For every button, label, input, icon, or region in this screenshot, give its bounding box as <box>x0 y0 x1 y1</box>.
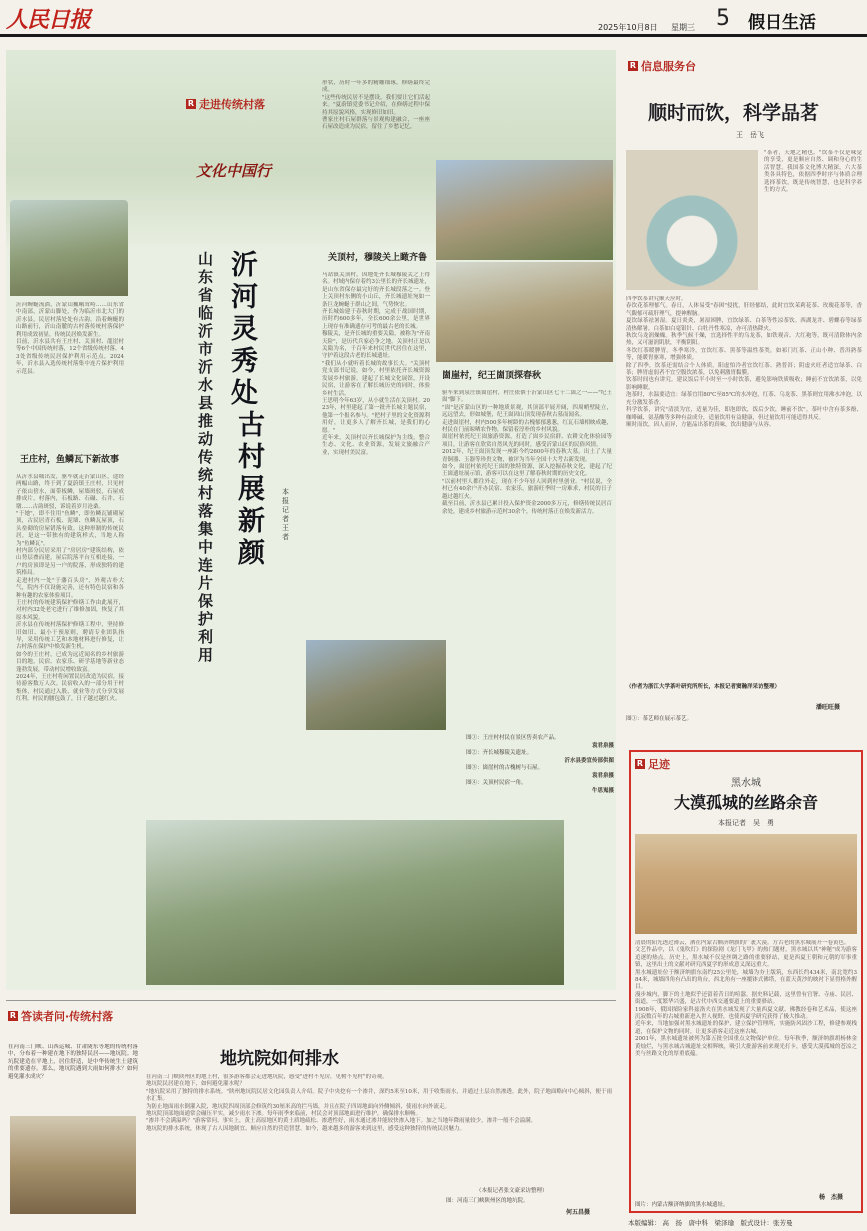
culture-logo: 文化中国行 <box>196 162 272 180</box>
qa-credit-2: 何五昌摄 <box>566 1209 591 1216</box>
village-photo-5 <box>146 820 564 985</box>
section-title: 假日生活 <box>748 13 816 33</box>
qa-caption: 图：河南三门峡陕州区的地坑院。 <box>446 1198 529 1204</box>
qa-photo <box>10 1116 136 1214</box>
village-intro: 沂河蜿蜒流淌，沂蒙山巍峨耸峙……山东省中南部，沂蒙山脚处，作为临沂市北大门的沂水县，民居村落处处有古韵。沿着蜿蜒的山路前行，沂山南麓的古村落传统村落保护利用成效初显，传统民居焕发新生。 目前，沂水县共有王庄村、关顶村、龍崖村等6个中国传统村落，12个省级传统村落。43处省级传统民居保护利用示范点，2024年，沂水县入选传统村落集中连片保护利用示范县。 <box>16 302 124 375</box>
section-tag-info-text: 信息服务台 <box>641 60 696 73</box>
village-feature <box>6 50 616 990</box>
s2-heading: 关顶村，穆陵关上瞰齐鲁 <box>328 253 428 263</box>
section-tag-villages <box>186 96 265 112</box>
village-photo-2 <box>436 160 613 260</box>
qa-rule <box>6 1000 616 1001</box>
credit-4: 牛思嵬摄 <box>591 787 614 794</box>
r-badge-icon: R <box>187 99 195 108</box>
caption-block <box>466 735 614 795</box>
issue-date: 2025年10月8日 <box>598 23 658 32</box>
section-tag-qa <box>8 1008 113 1024</box>
footer-label: 本版编辑： <box>628 1219 661 1227</box>
s3-heading: 崮崖村，纪王崮顶探春秋 <box>442 371 542 381</box>
s1-heading: 王庄村，鱼鳞瓦下新故事 <box>20 455 120 465</box>
heishui-body: 清晨的阳光透过薄云，洒在内蒙古额济纳旗的广袤大漠。方古老的黑水城展开一卷黄色。 文艺作品中，以《鬼吹灯》的探险剧《龙门飞甲》的热门题材，黑水城以其"神秘"成为游客追逐的热点。历史上，黑水城不仅是丝绸之路的重要驿站，更是西夏王朝和元朝的军事重镇，这里出土的文献对研究西夏学的形成意义深远重大。 黑水城遗址位于额济纳旗东南约25公里处，城墙为夯土版筑，东西长约434米，南北宽约384米，城墙四角有凸出的角台，西北角有一座覆钵式佛塔，在蓝天黄沙的映衬下显得格外醒目。 漫步城内，脚下的土地似乎还留着昔日的喧嚣。据史料记载，这里曾有官署、寺庙、民居、街道，一度繁华兴盛，是古代中西交通要道上的重要驿站。 1908年，俄国探险家科兹洛夫在黑水城发现了大量西夏文献、佛教经卷和艺术品，使这座沉寂数百年的古城重新进入世人视野，也使西夏学研究获得了极大推动。 近年来，当地加强对黑水城遗址的保护，建立保护管理所，实施防风固沙工程，修建参观栈道，在保护文物的同时，让更多游客走近这座古城。 2001年，黑水城遗址被列为第五批全国重点文物保护单位。每年秋季，额济纳旗胡杨林金黄灿烂，与黑水城古城遗址交相辉映，吸引大批游客前来观光打卡，感受大漠孤城的苍凉之美与丝路文化的厚重底蕴。 <box>635 940 857 1058</box>
caption-2: 图②：齐长城穆陵关遗址。 <box>466 750 533 756</box>
heishui-title: 大漠孤城的丝路余音 <box>673 793 818 812</box>
footer <box>628 1218 864 1230</box>
tea-byline: 王 岳飞 <box>736 131 764 139</box>
masthead-rule <box>0 34 867 37</box>
qa-credit-1: （本报记者张文豪采访整理） <box>476 1188 548 1194</box>
s2-body: 马站镇关顶村，因地处齐长城穆陵关之上得名。村域内保存着约3公里长的齐长城遗址，是山东省保存最完好的齐长城段落之一。登上关顶村东侧的小山丘，齐长城遗址宛如一条巨龙蜿蜒于群山之间，气势恢宏。 齐长城始建于春秋时期，完成于战国时期，历时约600多年，全长600余公里，是世界上现存有准确遗存可考的最古老的长城。 穆陵关，是齐长城的重要关隘，被称为"齐南天险"，是历代兵家必争之地。关顶村正是以关隘为名，千百年来村民世代居住在这里，守护着这段古老的长城遗址。 "我们从小就听着长城的故事长大。"关顶村党支部书记说，如今，村里依托齐长城资源发展乡村旅游，建起了长城文化展馆，开设民宿，让游客在了解长城历史的同时，体验乡村生活。 王思明今年63岁，从小就生活在关顶村。2023年，村里建起了第一批齐长城主题民宿，他第一个报名参与。"把村子里的文化资源利用好，让更多人了解齐长城，是我们的心愿。" 近年来，关顶村以齐长城保护为主线，整合生态、文化、农业资源，发展文旅融合产业，实现村美民富。 <box>322 272 430 456</box>
village-subtitle: 山东省临沂市沂水县推动传统村落集中连片保护利用 <box>198 250 214 664</box>
main-title-2: 古村展新颜 <box>238 410 265 569</box>
caption-3: 图③：崮崖村的古槐树与石屋。 <box>466 765 544 771</box>
tea-column <box>626 50 862 740</box>
r-badge-icon: R <box>629 61 637 70</box>
tea-caption: 图①：茶艺师在展示茶艺。 <box>626 716 693 722</box>
heishui-byline: 本报记者 吴 勇 <box>718 819 774 827</box>
tea-intro: "茶者，天地之精也。"饮茶不仅是味觉的享受，更是顺应自然、调和身心的生活智慧。我国茶文化博大精深，六大茶类各具特色，依据四季时序与体质合理选择茶饮，既是传统智慧，也是科学养生的方式。 <box>764 150 862 194</box>
s1-body: 从沂水县城出发，驱车就走沂蒙山区，途经两幅山路，终于到了夏蔚镇王庄村，只见村子依山傍水，面带板鳞，屋墙斑驳，石屋成排成片。村落内，石板路、石碾、石井、石墩……古韵斑驳，诉说着岁月沧桑。 "于她"，即不住用"鱼鳞"，即鱼鳞瓦铺砌屋顶，古民居青石板、泥墙、鱼鳞瓦屋顶，石头垒砌的房屋错落有致。这种形制的传统民居，是这一带独有的建筑样式，当地人称为"鱼鳞瓦"。 村内部分民居采用了"房居房"建筑结构，依山势层叠而建，屋后院落平台互相连接，一户的房顶即是另一户的院落，形成独特的建筑格局。 走进村内一处"于藩百头房"，外观古朴大气，院内不仅设施完善，还有特色民宿和各种有趣的农家体验项目。 王庄村的传统建筑保护修缮工作由此展开，对村内32处老宅进行了维修加固，恢复了其原本风貌。 沂水县在传统村落保护修缮工程中，坚持修旧如旧、最小干预原则，聘请专业团队指导，采用传统工艺和本地材料进行修复，让古村落在保护中焕发新生机。 如今的王庄村，已成为远近闻名的乡村旅游目的地，民宿、农家乐、研学基地等新业态蓬勃发展，带动村民增收致富。 2024年，王庄村将闲置民居改造为民宿，接待游客数万人次。民宿收入的一部分用于村集体，村民通过入股、就业等方式分享发展红利。村民的腰包鼓了，日子越过越红火。 <box>16 474 124 703</box>
credit-3: 袁君泉摄 <box>591 772 614 779</box>
r-badge-icon: R <box>9 1011 17 1020</box>
footer-editors: 高 扬 唐中科 梁泽瑜 版式设计：张芳曼 <box>662 1219 793 1227</box>
credit-2: 沂水县委宣传部供图 <box>564 757 614 764</box>
section-tag-info <box>628 58 696 74</box>
heishui-photo <box>635 834 857 934</box>
village-photo-4 <box>306 640 446 730</box>
qa-lead: 在河南三门峡、山西运城、甘肃陇东等地的传统村落中，分布着一种建在地下的独特民居——地坑院。地坑院建造在平地上，居住舒适，是中华传统生土建筑的重要遗存。那么，地坑院遇到大雨如何排水？如何避免灌水成灾？ <box>8 1044 138 1080</box>
heishui-kicker: 黑水城 <box>731 778 761 789</box>
tea-photo <box>626 150 758 290</box>
s3-body: 驱车来到泉庄镇崮崖村，村庄依偎于沂蒙山区七十二崮之一——"纪王崮"脚下。 "崮"是沂蒙山区的一种地质景观，其顶部平展开阔，四周峭壁陡立，远远望去，形如城堡，纪王崮因山顶发现春秋古墓而闻名。 走进崮崖村，村内500多年树龄的古槐郁郁葱葱，红瓦石墙相映成趣，村民在门前晾晒农作物，保留着淳朴的乡村风貌。 崮崖村依托纪王崮旅游资源，打造了崮乡民宿群、农耕文化体验园等项目，让游客在欣赏自然风光的同时，感受沂蒙山区的民俗风情。 2012年，纪王崮顶发现一座距今约2600年的春秋大墓，出土了大量青铜器、玉器等珍贵文物，被评为当年全国十大考古新发现。 如今，崮崖村依托纪王崮的独特资源，深入挖掘春秋文化，建起了纪王崮遗址展示馆，游客可以在这里了解春秋时期的历史文化。 "以前村里人都往外走，现在不少年轻人回到村里创业。"村民说，全村已有40余户开办民宿、农家乐，旅游旺季时一房难求，村民的日子越过越红火。 截至目前，沂水县已累计投入保护资金2000多万元，修缮传统民居百余处，建成乡村旅游示范村30余个，传统村落正在焕发新活力。 <box>442 390 612 515</box>
qa-title: 地坑院如何排水 <box>220 1049 339 1069</box>
masthead <box>0 0 867 40</box>
issue-weekday: 星期三 <box>671 23 695 32</box>
caption-1: 图①：王庄村村民在景区售卖农产品。 <box>466 735 560 741</box>
section-tag-villages-text: 走进传统村落 <box>199 98 265 111</box>
tea-editor: 潘旺旺摄 <box>816 704 841 711</box>
village-photo-1 <box>10 200 128 296</box>
main-title-1: 沂河灵秀处 <box>231 250 258 409</box>
newspaper-logo: 人民日报 <box>6 7 91 33</box>
tea-body: 四季饮茶讲究顺天应时。 春饮花茶理郁气。春日，人体易受"春困"侵扰，肝经郁结，此时宜饮茉莉花茶、玫瑰花茶等，香气馥郁可疏肝理气，提神醒脑。 夏饮绿茶祛暑湿。夏日炎炎，暑湿困脾，宜饮绿茶、白茶等性凉茶饮。西湖龙井、碧螺春等绿茶清热解暑，白茶如白毫银针、白牡丹性寒凉，亦可清热降火。 秋饮乌龙润燥燥。秋季气候干燥，宜选择性平的乌龙茶，如铁观音、大红袍等，既可清除体内余热，又可滋润肌肤，平衡阴阳。 冬饮红茶暖脾胃。冬季寒冷，宜饮红茶、黑茶等温性茶类，如祁门红茶、正山小种、普洱熟茶等，能暖胃驱寒，增强体质。 除了四季，饮茶还需结合个人体质。阳虚怕冷者宜饮红茶、熟普洱；阴虚火旺者适宜绿茶、白茶；脾胃虚弱者不宜空腹饮浓茶，以免刺激胃黏膜。 饮茶时间也有讲究。建议饭后半小时至一小时饮茶，避免影响铁质吸收；睡前不宜饮浓茶，以免影响睡眠。 泡茶时，水温要适宜：绿茶宜用80℃至85℃的水冲泡，红茶、乌龙茶、黑茶则宜用沸水冲泡，以充分激发茶香。 科学饮茶，讲究"清淡为宜，适量为佳，即泡即饮，饭后少饮，睡前不饮"。茶叶中含有茶多酚、咖啡碱、氨基酸等多种有益成分，适量饮用有益健康，但过量饮用可能适得其反。 顺时而饮，因人而异，方能品出茶的真味，饮出健康与从容。 <box>626 296 862 428</box>
village-photo-3 <box>436 262 613 362</box>
section-tag-footprint <box>635 756 670 772</box>
tea-title: 顺时而饮，科学品茗 <box>648 102 820 124</box>
heishui-photo-credit: 杨 杰摄 <box>819 1194 844 1201</box>
village-byline: 本报记者 王 者 <box>282 488 296 541</box>
tea-author-note: （作者为浙江大学茶叶研究所所长，本报记者窦瀚洋采访整理） <box>626 684 781 690</box>
caption-4: 图④：关顶村民宿一角。 <box>466 780 527 786</box>
section-tag-footprint-text: 足迹 <box>648 758 670 771</box>
qa-body: 在河南三门峡陕州区的地上村，很多游客都会走进地坑院，感受"进村不见房，见树不见村"的奇观。 地坑院民居建在地下，如何避免灌水呢？ "地坑院采用了独特的排水系统。"陕州地坑院民居文化园负责人介绍。院子中央挖有一个渗井，深约5米至10米，用于收集雨水，并通过土层自然渗透。此外，院子地面略向中心倾斜，便于雨水汇集。 为防止地面雨水倒灌入院，地坑院四周顶部会修筑约30厘米高的拦马墙，并且在院子四周地面向外侧倾斜，使雨水向外流走。 地坑院顶部地面通常会碾压平实，减少雨水下渗。每年雨季来临前，村民会对顶部地面进行维护，确保排水顺畅。 "渗井不会满溢吗？"游客常问。事实上，黄土高原地区的黄土质地疏松、渗透性好，雨水通过渗井能较快渗入地下。加之当地年降雨量较少，渗井一般不会溢满。 地坑院的排水系统，体现了古人因地制宜、顺应自然的营造智慧。如今，越来越多的游客来到这里，感受这种独特的传统民居魅力。 <box>146 1074 612 1132</box>
page-number: 5 <box>716 6 730 31</box>
credit-1: 袁君泉摄 <box>591 742 614 749</box>
qa-section <box>6 1000 616 1216</box>
col2-top: 形状，历时一年多的精雕细琢，修缮最终完成。 "这些传统民居不是摆设，我们要让它们活起来。"夏蔚镇党委书记介绍，在修缮过程中保持其原貌风格，实现修旧如旧。 曹家庄村石屋群落与景观构建融合，一座座石屋改造成为民宿，留住了乡愁记忆。 <box>322 80 430 131</box>
heishui-caption: 图片：内蒙古额济纳旗的黑水城遗址。 <box>635 1202 729 1208</box>
section-tag-qa-text: 答读者问·传统村落 <box>21 1010 114 1023</box>
r-badge-icon: R <box>636 759 644 768</box>
heishui-box <box>629 750 863 1213</box>
